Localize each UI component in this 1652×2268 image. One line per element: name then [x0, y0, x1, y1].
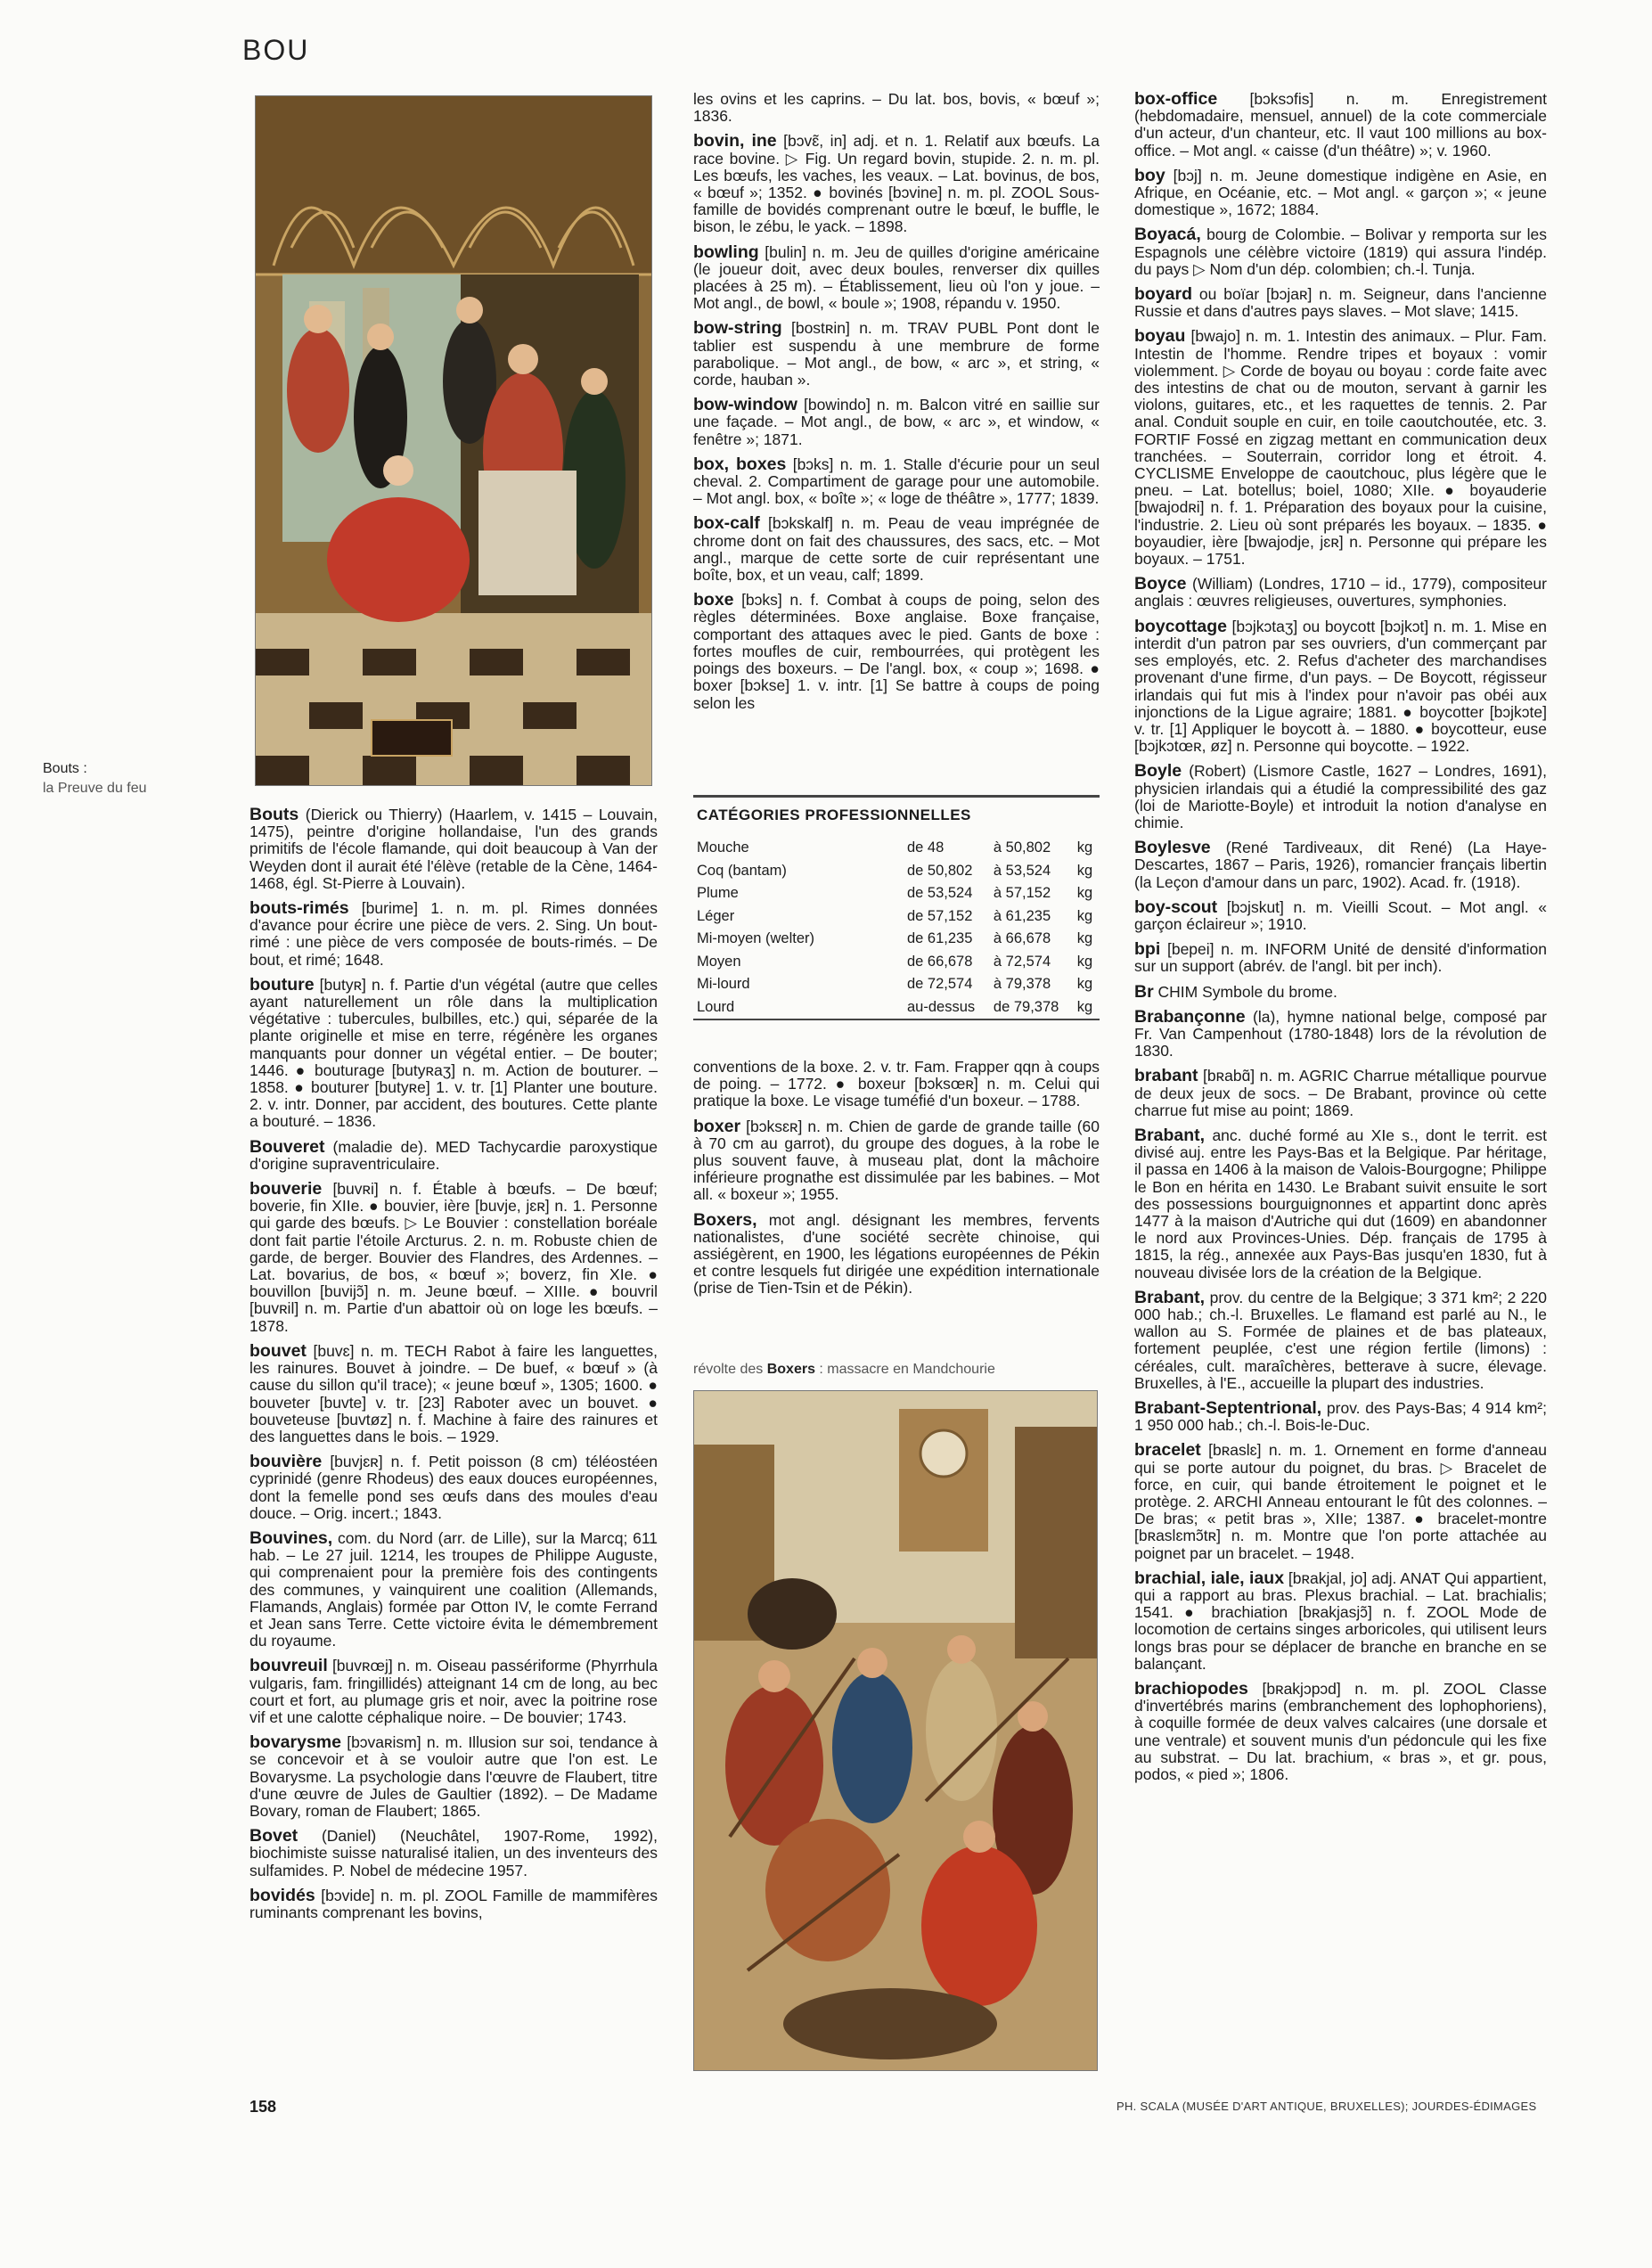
- table-row: [693, 928, 1100, 951]
- bouts-caption: [43, 759, 212, 798]
- dictionary-entry: [693, 320, 1100, 389]
- dictionary-entry: [1134, 328, 1547, 568]
- table-cell-name: Plume: [697, 885, 739, 902]
- entry-definition: [bʀakjal, jo] adj. ANAT Qui appartient, qui a rapport au bras. Plexus brachial. – Lat. brachialis; 1541. ● brachiation [bʀakjasjɔ̃] n. f. ZOOL Mode de locomotion de certains singes arboricoles, qui utilisent leurs longs bras pour se déplacer de branche en branche en se balançant.: [1134, 1568, 1547, 1673]
- entry-definition: [butyʀ] n. f. Partie d'un végétal (autre que celles ayant naturellement un rôle dans la multiplication végétative : tubercules, bulbilles, etc.) qui, séparée de la plante originelle et mise en terre, régénère les organes manquants pour donner un végétal entier. – De bouter; 1446. ● bouturage [butyʀaʒ] n. m. Action de bouturer. – 1858. ● bouturer [butyʀe] 1. v. tr. [1] Planter une bouture. 2. v. intr. Donner, par accident, des boutures. Cette plante a bouturé. – 1836.: [249, 975, 658, 1131]
- entry-definition: [bɔks] n. m. 1. Stalle d'écurie pour un seul cheval. 2. Compartiment de garage pour une automobile. – Mot angl. box, « boîte »; « loge de théâtre », 1777; 1839.: [693, 454, 1100, 508]
- entry-headword: brachial, iale, iaux: [1134, 1568, 1285, 1588]
- entry-definition: [bɔkskalf] n. m. Peau de veau imprégnée de chrome dont on fait des chaussures, des sacs, etc. – Mot angl., marque de cette sorte de cuir représentant une boîte, box, et un veau, calf; 1899.: [693, 514, 1100, 585]
- entry-definition: (Dierick ou Thierry) (Haarlem, v. 1415 – Louvain, 1475), peintre d'origine hollandaise, l'un des grands primitifs de l'école flamande, qui doit beaucoup à Van der Weyden dont il aurait été l'élève (retable de la Cène, 1464-1468, égl. St-Pierre à Louvain).: [249, 806, 658, 892]
- dictionary-entry: [1134, 1400, 1547, 1434]
- entry-definition: conventions de la boxe. 2. v. tr. Fam. Frapper qqn à coups de poing. – 1772. ● boxeur [bɔksœʀ] n. m. Celui qui pratique la boxe. Le visage tuméfié d'un boxeur. – 1788.: [693, 1059, 1100, 1110]
- entry-definition: [bʀabɑ̃] n. m. AGRIC Charrue métallique pourvue de deux jeux de socs. – De Brabant, province où cette charrue fut mise au point; 1869.: [1134, 1067, 1547, 1119]
- entry-headword: bouvet: [249, 1340, 307, 1361]
- table-cell-to: à 66,678: [993, 930, 1051, 947]
- entry-definition: [bɔksɔfis] n. m. Enregistrement (hebdomadaire, mensuel, annuel) de la cote commerciale d'un acteur, d'un chanteur, etc. Il vaut 100 millions au box-office. – Mot angl. « caisse (d'un théâtre) »; v. 1960.: [1134, 91, 1547, 160]
- table-cell-unit: kg: [1076, 930, 1093, 947]
- entry-headword: Bovet: [249, 1826, 299, 1846]
- entry-headword: Boyle: [1134, 761, 1182, 782]
- entry-headword: bovarysme: [249, 1732, 341, 1753]
- table-cell-name: Lourd: [697, 998, 735, 1015]
- table-title: CATÉGORIES PROFESSIONNELLES: [697, 806, 971, 823]
- table-row: [693, 951, 1100, 974]
- entry-definition: anc. duché formé au XIe s., dont le territ. est divisé auj. entre les Pays-Bas et la Belgique. Par héritage, il passa en 1406 à la maison de Valois-Bourgogne; Philippe le Bon en hérita en 1430. Le Brabant suivit ensuite le sort des possessions bourguignonnes et appartint donc après 1477 à la maison d'Autriche qui dut (1609) en abandonner le nord aux Provinces-Unies. Dép. français de 1795 à 1815, la rég., annexée aux Pays-Bas jusqu'en 1830, fut à nouveau divisée lors de la création de la Belgique.: [1134, 1126, 1547, 1281]
- entry-headword: box-office: [1134, 91, 1218, 109]
- entry-definition: [bɔvɛ̃, in] adj. et n. 1. Relatif aux bœufs. La race bovine. ▷ Fig. Un regard bovin, stupide. 2. n. m. pl. Les bœufs, les vaches, les veaux. – Lat. bovinus, de bos, « bœuf »; 1352. ● bovinés [bɔvine] n. m. pl. ZOOL Sous-famille de bovidés comprenant outre le bœuf, le buffle, le bison, le zébu, le yack. – 1898.: [693, 132, 1100, 236]
- table-cell-to: à 57,152: [993, 885, 1051, 902]
- entry-definition: [buvʀœj] n. m. Oiseau passériforme (Phyrrhula vulgaris, fam. fringillidés) atteignant 14 cm de long, au bec court et fort, au plumage gris et noir, avec la poitrine rose vif et une calotte céphalique noire. – De bouvier; 1743.: [249, 1657, 658, 1726]
- table-cell-from: de 72,574: [907, 976, 973, 993]
- entry-definition: [bɔjkɔtaʒ] ou boycott [bɔjkɔt] n. m. 1. Mise en interdit d'un patron par ses ouvriers, d'un commerçant par ses employés, etc. 2. Refus d'acheter des marchandises provenant d'une firme, d'un pays. – De Boycott, régisseur irlandais qui fut mis à l'index pour n'avoir pas obéi aux injonctions de la Ligue agraire; 1881. ● boycotter [bɔjkɔte] v. tr. [1] Appliquer le boycott à. – 1880. ● boycotteur, euse [bɔjkɔtœʀ, øz] n. Personne qui boycotte. – 1922.: [1134, 617, 1547, 756]
- table-cell-unit: kg: [1076, 976, 1093, 993]
- entry-definition: ou boïar [bɔjaʀ] n. m. Seigneur, dans l'ancienne Russie et dans d'autres pays slaves. – Mot slave; 1415.: [1134, 285, 1547, 321]
- table-cell-from: de 53,524: [907, 885, 973, 902]
- entry-headword: Brabant,: [1134, 1287, 1206, 1307]
- entry-definition: [bɔvide] n. m. pl. ZOOL Famille de mammifères ruminants comprenant les bovins,: [249, 1886, 658, 1921]
- entry-headword: boyard: [1134, 284, 1193, 305]
- entry-headword: bovin, ine: [693, 131, 777, 151]
- dictionary-entry: [693, 133, 1100, 235]
- entry-headword: brabant: [1134, 1066, 1198, 1086]
- entry-definition: (Robert) (Lismore Castle, 1627 – Londres, 1691), physicien irlandais qui a étudié la compressibilité des gaz (loi de Mariotte-Boyle) et introduit la notion d'analyse en chimie.: [1134, 762, 1547, 831]
- entry-definition: (René Tardiveaux, dit René) (La Haye-Descartes, 1867 – Paris, 1926), romancier français libertin (la Leçon d'amour dans un parc, 1902). Acad. fr. (1918).: [1134, 839, 1547, 891]
- table-cell-unit: kg: [1076, 953, 1093, 970]
- entry-definition: [bʀaslɛ] n. m. 1. Ornement en forme d'anneau qui se porte autour du poignet, du bras. ▷ Bracelet de force, en cuir, qui bande étroitement le poignet et le protège. 2. ARCHI Anneau entourant le fût des colonnes. – De bras; « petit bras », XIIe; 1387. ● bracelet-montre [bʀaslɛmɔ̃tʀ] n. m. Montre que l'on porte attachée au poignet par un bracelet. – 1948.: [1134, 1441, 1547, 1562]
- table-cell-name: Mi-moyen (welter): [697, 930, 815, 947]
- dictionary-entry: [249, 1453, 658, 1522]
- entry-definition: [bɔj] n. m. Jeune domestique indigène en Asie, en Afrique, en Océanie, etc. – Mot angl. « garçon »; « jeune domestique », 1672; 1884.: [1134, 166, 1547, 219]
- entry-definition: prov. du centre de la Belgique; 3 371 km²; 2 220 000 hab.; ch.-l. Bruxelles. Le flamand est parlé au N., le wallon au S. Formée de plaines et de bas plateaux, fortement peuplée, c'est une région fertile (limons) : céréales, cult. maraîchères, betterave à sucre, élevage. Bruxelles, à l'E., accueille la plupart des industries.: [1134, 1288, 1547, 1392]
- boxers-caption-pre: révolte des: [693, 1362, 767, 1377]
- table-cell-to: à 50,802: [993, 839, 1051, 856]
- dictionary-entry: [249, 1136, 658, 1173]
- entry-definition: [buvjɛʀ] n. f. Petit poisson (8 cm) téléostéen cyprinidé (genre Rhodeus) des eaux douces européennes, dont la femelle pond ses œufs dans des moules d'eau douce. – Orig. incert.; 1843.: [249, 1453, 658, 1522]
- entry-headword: brachiopodes: [1134, 1679, 1248, 1699]
- entry-headword: box, boxes: [693, 454, 787, 474]
- entry-headword: box-calf: [693, 513, 760, 534]
- table-cell-to: à 53,524: [993, 862, 1051, 879]
- entry-definition: bourg de Colombie. – Bolivar y remporta sur les Espagnols une célèbre victoire (1819) qui assura l'indép. du pays ▷ Nom d'un dép. colombien; ch.-l. Tunja.: [1134, 225, 1547, 278]
- table-cell-from: de 48: [907, 839, 945, 856]
- entry-headword: bouts-rimés: [249, 898, 349, 919]
- entry-definition: [buvʀi] n. f. Étable à bœufs. – De bœuf; boverie, fin XIIe. ● bouvier, ière [buvje, jɛʀ] n. 1. Personne qui garde des bœufs. ▷ Le Bouvier : constellation boréale dont fait partie l'étoile Arcturus. 2. n. m. Robuste chien de garde, de berger. Bouvier des Flandres, des Ardennes. – Lat. bovarius, de bos, « bœuf »; boverz, fin XIe. ● bouvillon [buvijɔ̃] n. m. Jeune bœuf. – XIIIe. ● bouvril [buvʀil] n. m. Partie d'un abattoir où on loge les bœufs. – 1878.: [249, 1180, 658, 1335]
- table-cell-from: au-dessus: [907, 998, 976, 1015]
- table-cell-from: de 57,152: [907, 907, 973, 924]
- dictionary-entry: [1134, 576, 1547, 610]
- entry-definition: [bepei] n. m. INFORM Unité de densité d'information sur un support (abrév. de l'angl. bit per inch).: [1134, 940, 1547, 976]
- entry-definition: [bɔksɛʀ] n. m. Chien de garde de grande taille (60 à 70 cm au garrot), du groupe des dogues, à la robe le plus souvent fauve, à museau plat, dont la mâchoire inférieure prognathe est dissimulée par les babines. – Mot all. « boxeur »; 1955.: [693, 1117, 1100, 1204]
- dictionary-entry: [249, 974, 658, 1131]
- column-3: [1134, 91, 1547, 2078]
- entry-definition: [buvɛ] n. m. TECH Rabot à faire les languettes, les rainures. Bouvet à joindre. – De buef, « bœuf » (à cause du sillon qu'il trace); « jeune bœuf », 1305; 1600. ● bouveter [buvte] v. tr. [23] Raboter avec un bouvet. ● bouveteuse [buvtøz] n. f. Machine à faire des rainures et des languettes dans le bois. – 1929.: [249, 1341, 658, 1445]
- table-row: [693, 837, 1100, 860]
- table-row: [693, 905, 1100, 929]
- dictionary-entry: [1134, 1068, 1547, 1119]
- entry-definition: [bowindo] n. m. Balcon vitré en saillie sur une façade. – Mot angl., de bow, « arc », et window, « fenêtre »; 1871.: [693, 396, 1100, 448]
- dictionary-entry: [1134, 839, 1547, 891]
- entry-headword: bovidés: [249, 1885, 315, 1905]
- entry-headword: Bouts: [249, 806, 299, 824]
- entry-definition: les ovins et les caprins. – Du lat. bos, bovis, « bœuf »; 1836.: [693, 91, 1100, 126]
- dictionary-entry: [249, 1340, 658, 1445]
- bouts-caption-title: Bouts :: [43, 761, 87, 776]
- dictionary-entry: [1134, 91, 1547, 160]
- table-cell-unit: kg: [1076, 839, 1093, 856]
- entry-headword: Bouvines,: [249, 1527, 333, 1548]
- dictionary-entry: [249, 900, 658, 969]
- dictionary-entry: [693, 1209, 1100, 1298]
- entry-definition: CHIM Symbole du brome.: [1153, 982, 1337, 1001]
- table-cell-name: Moyen: [697, 953, 741, 970]
- column-2-bottom: [693, 1059, 1100, 1362]
- column-1: [249, 806, 658, 2081]
- entry-definition: prov. des Pays-Bas; 4 914 km²; 1 950 000 hab.; ch.-l. Bois-le-Duc.: [1134, 1399, 1547, 1435]
- entry-headword: Br: [1134, 981, 1154, 1002]
- table-cell-to: à 72,574: [993, 953, 1051, 970]
- dictionary-entry: [693, 1118, 1100, 1204]
- dictionary-entry: [1134, 1006, 1547, 1060]
- boxers-caption-term: Boxers: [766, 1362, 815, 1377]
- entry-headword: Brabançonne: [1134, 1006, 1246, 1027]
- table-cell-unit: kg: [1076, 907, 1093, 924]
- dictionary-entry: [1134, 763, 1547, 831]
- entry-headword: Boxers,: [693, 1209, 757, 1230]
- table-row: [693, 996, 1100, 1019]
- table-cell-name: Coq (bantam): [697, 862, 787, 879]
- table-row: [693, 882, 1100, 905]
- table-cell-to: à 79,378: [993, 976, 1051, 993]
- dictionary-entry: [1134, 1442, 1547, 1561]
- entry-headword: bracelet: [1134, 1440, 1201, 1461]
- table-cell-name: Mi-lourd: [697, 976, 750, 993]
- table-cell-to: de 79,378: [993, 998, 1059, 1015]
- boxers-massacre-image: [693, 1390, 1098, 2071]
- dictionary-entry: [1134, 1287, 1547, 1392]
- dictionary-entry: [1134, 981, 1547, 1002]
- table-cell-to: à 61,235: [993, 907, 1051, 924]
- entry-headword: bouvière: [249, 1452, 323, 1472]
- entry-definition: (William) (Londres, 1710 – id., 1779), compositeur anglais : œuvres religieuses, ouvertures, symphonies.: [1134, 575, 1547, 610]
- entry-headword: Brabant-Septentrional,: [1134, 1398, 1322, 1419]
- dictionary-entry: [693, 244, 1100, 313]
- dictionary-entry: [249, 1887, 658, 1921]
- entry-headword: bow-window: [693, 395, 797, 415]
- dictionary-entry: [1134, 618, 1547, 756]
- entry-definition: (Daniel) (Neuchâtel, 1907-Rome, 1992), biochimiste suisse naturalisé italien, un des inventeurs des sulfamides. P. Nobel de médecine 1957.: [249, 1827, 658, 1879]
- entry-headword: boxe: [693, 590, 734, 610]
- entry-headword: bpi: [1134, 939, 1161, 960]
- dictionary-entry: [1134, 1681, 1547, 1783]
- entry-headword: boxer: [693, 1116, 741, 1136]
- dictionary-entry: [1134, 1127, 1547, 1281]
- entry-definition: com. du Nord (arr. de Lille), sur la Marcq; 611 hab. – Le 27 juil. 1214, les troupes de Philippe Auguste, qui comprenaient pour la première fois des contingents des communes, y vainquirent une coalition (Allemands, Flamands, Anglais) formée par Otton IV, le comte Ferrand et Jean sans Terre. Cette victoire évita le démembrement du royaume.: [249, 1528, 658, 1650]
- entry-definition: [bʀakjɔpɔd] n. m. pl. ZOOL Classe d'invertébrés marins (embranchement des lophophoriens), à coquille formée de deux valves calcaires (une dorsale et une ventrale) et souvent munis d'un pédoncule qui les fixe au substrat. – Du lat. brachium, « bras », et gr. pous, podos, « pied »; 1806.: [1134, 1680, 1547, 1784]
- entry-headword: boycottage: [1134, 616, 1228, 636]
- dictionary-entry: [249, 1658, 658, 1726]
- dictionary-entry: [249, 1527, 658, 1650]
- entry-definition: [bɔjskut] n. m. Vieilli Scout. – Mot angl. « garçon éclaireur »; 1910.: [1134, 897, 1547, 933]
- weight-categories-table: [693, 795, 1100, 1020]
- entry-definition: [bostʀin] n. m. TRAV PUBL Pont dont le tablier est suspendu à une membrure de forme parabolique. – Mot angl., de bow, « arc », et string, « corde, hauban ».: [693, 319, 1100, 389]
- dictionary-entry: [1134, 226, 1547, 278]
- column-2-top: [693, 91, 1100, 790]
- entry-headword: Brabant,: [1134, 1125, 1206, 1145]
- page-number: 158: [249, 2098, 277, 2116]
- entry-definition: (maladie de). MED Tachycardie paroxystique d'origine supraventriculaire.: [249, 1137, 658, 1173]
- boxers-caption-post: : massacre en Mandchourie: [814, 1362, 995, 1377]
- bouts-caption-subtitle: la Preuve du feu: [43, 781, 147, 796]
- entry-definition: [burime] 1. n. m. pl. Rimes données d'avance pour écrire une pièce de vers. 2. Sing. Un bout-rimé : une pièce de vers composée de bouts-rimés. – De bout, et rimé; 1648.: [249, 899, 658, 969]
- entry-headword: bouverie: [249, 1179, 323, 1200]
- dictionary-entry: [1134, 941, 1547, 975]
- entry-headword: boyau: [1134, 326, 1186, 347]
- dictionary-entry: [249, 806, 658, 892]
- entry-headword: bowling: [693, 242, 759, 262]
- dictionary-entry: [249, 1828, 658, 1879]
- dictionary-entry: [693, 515, 1100, 584]
- table-row: [693, 973, 1100, 996]
- dictionary-entry: [693, 456, 1100, 508]
- table-cell-name: Léger: [697, 907, 735, 924]
- running-head: BOU: [242, 34, 310, 66]
- table-cell-from: de 61,235: [907, 930, 973, 947]
- entry-headword: Boylesve: [1134, 838, 1211, 858]
- entry-headword: Boyacá,: [1134, 225, 1201, 245]
- dictionary-entry: [693, 397, 1100, 448]
- entry-headword: boy: [1134, 165, 1165, 185]
- dictionary-entry: [693, 91, 1100, 125]
- boxers-caption: [693, 1362, 1103, 1378]
- entry-headword: bouvreuil: [249, 1656, 328, 1676]
- dictionary-entry: [693, 1059, 1100, 1110]
- table-cell-name: Mouche: [697, 839, 749, 856]
- dictionary-entry: [1134, 899, 1547, 933]
- entry-definition: [bulin] n. m. Jeu de quilles d'origine américaine (le joueur doit, avec deux boules, renverser dix quilles placées à 25 m). – Établissement, lieu où l'on y joue. – Mot angl., de bowl, « boule »; 1908, répandu v. 1950.: [693, 242, 1100, 313]
- table-cell-from: de 66,678: [907, 953, 973, 970]
- bouts-painting-image: [255, 95, 652, 786]
- dictionary-entry: [1134, 165, 1547, 219]
- dictionary-entry: [249, 1734, 658, 1820]
- entry-headword: Bouveret: [249, 1136, 325, 1157]
- dictionary-entry: [693, 592, 1100, 711]
- entry-definition: [bɔvaʀism] n. m. Illusion sur soi, tendance à se concevoir et à se vouloir autre que l'on est. Le Bovarysme. La psychologie dans l'œuvre de Flaubert, titre d'une œuvre de Jules de Gaultier (1892). – De Madame Bovary, roman de Flaubert; 1865.: [249, 1733, 658, 1820]
- entry-headword: boy-scout: [1134, 897, 1218, 917]
- table-row: [693, 860, 1100, 883]
- entry-definition: (la), hymne national belge, composé par Fr. Van Campenhout (1780-1848) lors de la révolution de 1830.: [1134, 1007, 1547, 1060]
- entry-headword: bouture: [249, 974, 315, 995]
- entry-headword: bow-string: [693, 318, 782, 339]
- categories-table: [693, 837, 1100, 1019]
- table-cell-unit: kg: [1076, 885, 1093, 902]
- dictionary-entry: [1134, 1570, 1547, 1673]
- entry-definition: [bwajo] n. m. 1. Intestin des animaux. – Plur. Fam. Intestin de l'homme. Rendre tripes et boyaux : vomir violemment. ▷ Corde de boyau ou boyau : corde faite avec des intestins de chat ou de mouton, servant à garnir les violons, guitares, etc., et les raquettes de tennis. 2. Par anal. Conduit souple en cuir, en toile caoutchoutée, etc. 3. FORTIF Fossé en zigzag mettant en communication deux tranchées. – Souterrain, corridor long et étroit. 4. CYCLISME Enveloppe de caoutchouc, plus légère que le pneu. – Lat. botellus; boiel, 1080; XIIe. ● boyauderie [bwajodʀi] n. f. 1. Préparation des boyaux pour la cuisine, l'industrie. 2. Lieu où sont préparés les boyaux. – 1835. ● boyaudier, ière [bwajodje, jɛʀ] n. Personne qui prépare les boyaux. – 1751.: [1134, 327, 1547, 569]
- photo-credit: PH. SCALA (MUSÉE D'ART ANTIQUE, BRUXELLES); JOURDES-ÉDIMAGES: [1116, 2100, 1537, 2113]
- entry-definition: [bɔks] n. f. Combat à coups de poing, selon des règles déterminées. Boxe anglaise. Boxe française, comportant des attaques avec le pied. Gants de boxe : fortes moufles de cuir, rembourrées, qui protègent les poings des boxeurs. – De l'angl. box, « coup »; 1698. ● boxer [bɔkse] 1. v. intr. [1] Se battre à coups de poing selon les: [693, 591, 1100, 712]
- table-cell-from: de 50,802: [907, 862, 973, 879]
- dictionary-entry: [249, 1181, 658, 1335]
- entry-headword: Boyce: [1134, 574, 1187, 594]
- entry-definition: mot angl. désignant les membres, fervents nationalistes, d'une société secrète chinoise, qui assiégèrent, en 1900, les légations européennes de Pékin et contre lesquels fut dirigée une expédition internationale (prise de Tien-Tsin et de Pékin).: [693, 1210, 1100, 1298]
- table-cell-unit: kg: [1076, 862, 1093, 879]
- dictionary-entry: [1134, 286, 1547, 320]
- table-cell-unit: kg: [1076, 998, 1093, 1015]
